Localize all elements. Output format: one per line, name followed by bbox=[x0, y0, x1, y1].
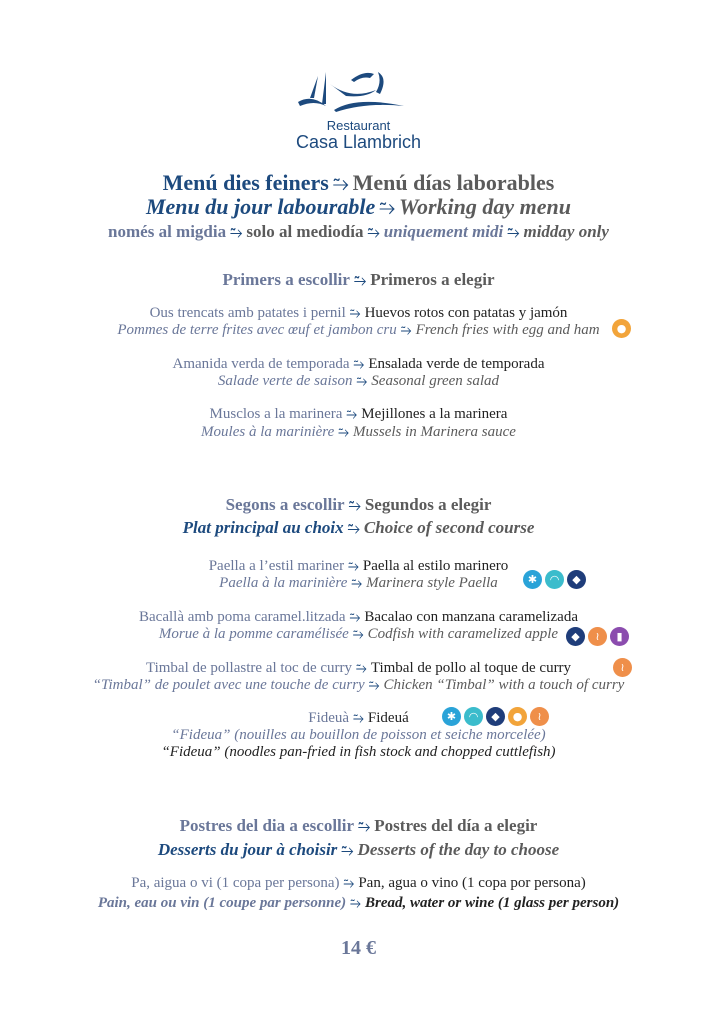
dish-name-fr: Moules à la marinière bbox=[201, 424, 335, 440]
fish-icon: ◆ bbox=[566, 627, 585, 646]
title-es: Menú días laborables bbox=[352, 170, 555, 195]
dish-name-en: Bread, water or wine (1 glass per person) bbox=[364, 895, 620, 911]
title-en: Working day menu bbox=[399, 194, 571, 219]
dish-name-ca: Musclos a la marinera bbox=[209, 406, 343, 422]
title-line-3 bbox=[0, 222, 717, 242]
subtitle-ca: només al migdia bbox=[108, 222, 227, 241]
section-heading-es: Segundos a elegir bbox=[364, 495, 492, 514]
menu-price: 14 € bbox=[341, 937, 376, 959]
dish-name-es: Fideuá bbox=[367, 710, 409, 726]
separator-icon: ⥲ bbox=[351, 575, 363, 590]
dish-name-fr: Morue à la pomme caramélisée bbox=[158, 626, 349, 642]
egg-icon: ● bbox=[508, 707, 527, 726]
menu-line bbox=[0, 406, 717, 423]
section-heading-es: Primeros a elegir bbox=[370, 270, 495, 289]
menu-line bbox=[0, 305, 717, 322]
dish-name-es: Pan, agua o vino (1 copa por persona) bbox=[358, 875, 586, 891]
section-heading-es: Postres del día a elegir bbox=[374, 816, 538, 835]
section-heading-fr: Plat principal au choix bbox=[182, 518, 344, 537]
crustacean-icon: ✱ bbox=[442, 707, 461, 726]
title-fr: Menu du jour labourable bbox=[145, 194, 376, 219]
gluten-icon: ≀ bbox=[530, 707, 549, 726]
subtitle-en: midday only bbox=[523, 222, 609, 241]
egg-icon: ● bbox=[612, 319, 631, 338]
dish-name-ca: Timbal de pollastre al toc de curry bbox=[145, 660, 352, 676]
section-heading-en: Desserts of the day to choose bbox=[357, 840, 560, 859]
dish-name-fr: “Timbal” de poulet avec une touche de curry bbox=[92, 677, 365, 693]
dish-name-ca: Ous trencats amb patates i pernil bbox=[149, 305, 346, 321]
dish-name-fr: Pommes de terre frites avec œuf et jambon cru bbox=[117, 322, 397, 338]
subtitle-es: solo al mediodía bbox=[246, 222, 364, 241]
allergen-icons bbox=[612, 319, 631, 338]
dish-name-fr: Paella à la marinière bbox=[219, 575, 348, 591]
dish-name-es: Bacalao con manzana caramelizada bbox=[364, 609, 578, 625]
section-heading-ca: Primers a escollir bbox=[222, 270, 350, 289]
separator-icon: ⥲ bbox=[332, 173, 349, 195]
dish-name-es: Paella al estilo marinero bbox=[362, 558, 509, 574]
crustacean-icon: ✱ bbox=[523, 570, 542, 589]
milk-icon: ▮ bbox=[610, 627, 629, 646]
section-heading-ca: Postres del dia a escollir bbox=[179, 816, 355, 835]
separator-icon: ⥲ bbox=[507, 224, 520, 241]
menu-line bbox=[0, 727, 717, 744]
separator-icon: ⥲ bbox=[343, 875, 355, 890]
separator-icon: ⥲ bbox=[379, 197, 396, 219]
menu-line bbox=[0, 558, 717, 575]
subtitle-fr: uniquement midi bbox=[383, 222, 504, 241]
menu-line bbox=[0, 575, 717, 592]
section-heading-fr: Desserts du jour à choisir bbox=[157, 840, 338, 859]
dish-name-ca: Fideuà bbox=[308, 710, 350, 726]
gluten-icon: ≀ bbox=[588, 627, 607, 646]
section-heading-en: Choice of second course bbox=[363, 518, 535, 537]
separator-icon: ⥲ bbox=[358, 818, 371, 835]
menu-line bbox=[0, 373, 717, 390]
menu-line bbox=[0, 424, 717, 441]
title-line-1 bbox=[0, 170, 717, 196]
menu-line bbox=[0, 710, 717, 727]
separator-icon: ⥲ bbox=[356, 373, 368, 388]
menu-line bbox=[0, 609, 717, 626]
dish-name-ca: Amanida verda de temporada bbox=[172, 356, 350, 372]
menu-line bbox=[0, 322, 717, 339]
menu-line bbox=[0, 937, 717, 960]
separator-icon: ⥲ bbox=[230, 224, 243, 241]
separator-icon: ⥲ bbox=[346, 406, 358, 421]
menu-line bbox=[0, 816, 717, 836]
dish-name-es: Mejillones a la marinera bbox=[361, 406, 508, 422]
menu-line bbox=[0, 518, 717, 538]
separator-icon: ⥲ bbox=[356, 660, 367, 675]
title-line-2 bbox=[0, 194, 717, 220]
separator-icon: ⥲ bbox=[347, 520, 360, 537]
dish-name-en: “Fideua” (noodles pan-fried in fish stock and chopped cuttlefish) bbox=[161, 744, 556, 760]
brand-restaurant: Restaurant bbox=[326, 118, 391, 133]
allergen-icons bbox=[442, 707, 549, 726]
dish-name-en: Chicken “Timbal” with a touch of curry bbox=[383, 677, 625, 693]
allergen-icons bbox=[566, 627, 629, 646]
separator-icon: ⥲ bbox=[350, 895, 361, 910]
brand-name: Casa Llambrich bbox=[295, 132, 422, 152]
separator-icon: ⥲ bbox=[349, 609, 361, 624]
separator-icon: ⥲ bbox=[352, 626, 364, 641]
dish-name-en: Codfish with caramelized apple bbox=[367, 626, 559, 642]
dish-name-en: Seasonal green salad bbox=[371, 373, 500, 389]
allergen-icons bbox=[523, 570, 586, 589]
separator-icon: ⥲ bbox=[338, 424, 350, 439]
menu-line bbox=[0, 270, 717, 290]
mollusc-icon: ◠ bbox=[464, 707, 483, 726]
fish-icon: ◆ bbox=[567, 570, 586, 589]
separator-icon: ⥲ bbox=[353, 710, 364, 725]
separator-icon: ⥲ bbox=[341, 842, 354, 859]
separator-icon: ⥲ bbox=[367, 224, 380, 241]
restaurant-logo bbox=[296, 70, 406, 112]
fish-icon: ◆ bbox=[486, 707, 505, 726]
menu-line bbox=[0, 840, 717, 860]
dish-name-fr: Salade verte de saison bbox=[217, 373, 353, 389]
dish-name-fr: “Fideua” (nouilles au bouillon de poisson et seiche morcelée) bbox=[171, 727, 546, 743]
menu-line bbox=[0, 677, 717, 694]
allergen-icons bbox=[613, 658, 632, 677]
menu-line bbox=[0, 744, 717, 761]
menu-line bbox=[0, 895, 717, 912]
menu-line bbox=[0, 660, 717, 677]
title-ca: Menú dies feiners bbox=[162, 170, 329, 195]
dish-name-en: French fries with egg and ham bbox=[415, 322, 600, 338]
menu-line bbox=[0, 875, 717, 892]
menu-line bbox=[0, 495, 717, 515]
mollusc-icon: ◠ bbox=[545, 570, 564, 589]
dish-name-ca: Paella a l’estil mariner bbox=[208, 558, 345, 574]
dish-name-es: Timbal de pollo al toque de curry bbox=[370, 660, 572, 676]
dish-name-en: Mussels in Marinera sauce bbox=[353, 424, 516, 440]
gluten-icon: ≀ bbox=[613, 658, 632, 677]
separator-icon: ⥲ bbox=[348, 497, 361, 514]
dish-name-es: Huevos rotos con patatas y jamón bbox=[364, 305, 568, 321]
dish-name-ca: Bacallà amb poma caramel.litzada bbox=[139, 609, 346, 625]
dish-name-en: Marinera style Paella bbox=[366, 575, 498, 591]
dish-name-fr: Pain, eau ou vin (1 coupe par personne) bbox=[97, 895, 347, 911]
separator-icon: ⥲ bbox=[348, 558, 359, 573]
separator-icon: ⥲ bbox=[353, 272, 367, 289]
separator-icon: ⥲ bbox=[349, 305, 361, 320]
separator-icon: ⥲ bbox=[353, 356, 365, 371]
dish-name-ca: Pa, aigua o vi (1 copa per persona) bbox=[131, 875, 340, 891]
dish-name-es: Ensalada verde de temporada bbox=[368, 356, 545, 372]
section-heading-ca: Segons a escollir bbox=[225, 495, 345, 514]
separator-icon: ⥲ bbox=[368, 677, 380, 692]
menu-line bbox=[0, 356, 717, 373]
separator-icon: ⥲ bbox=[400, 322, 412, 337]
